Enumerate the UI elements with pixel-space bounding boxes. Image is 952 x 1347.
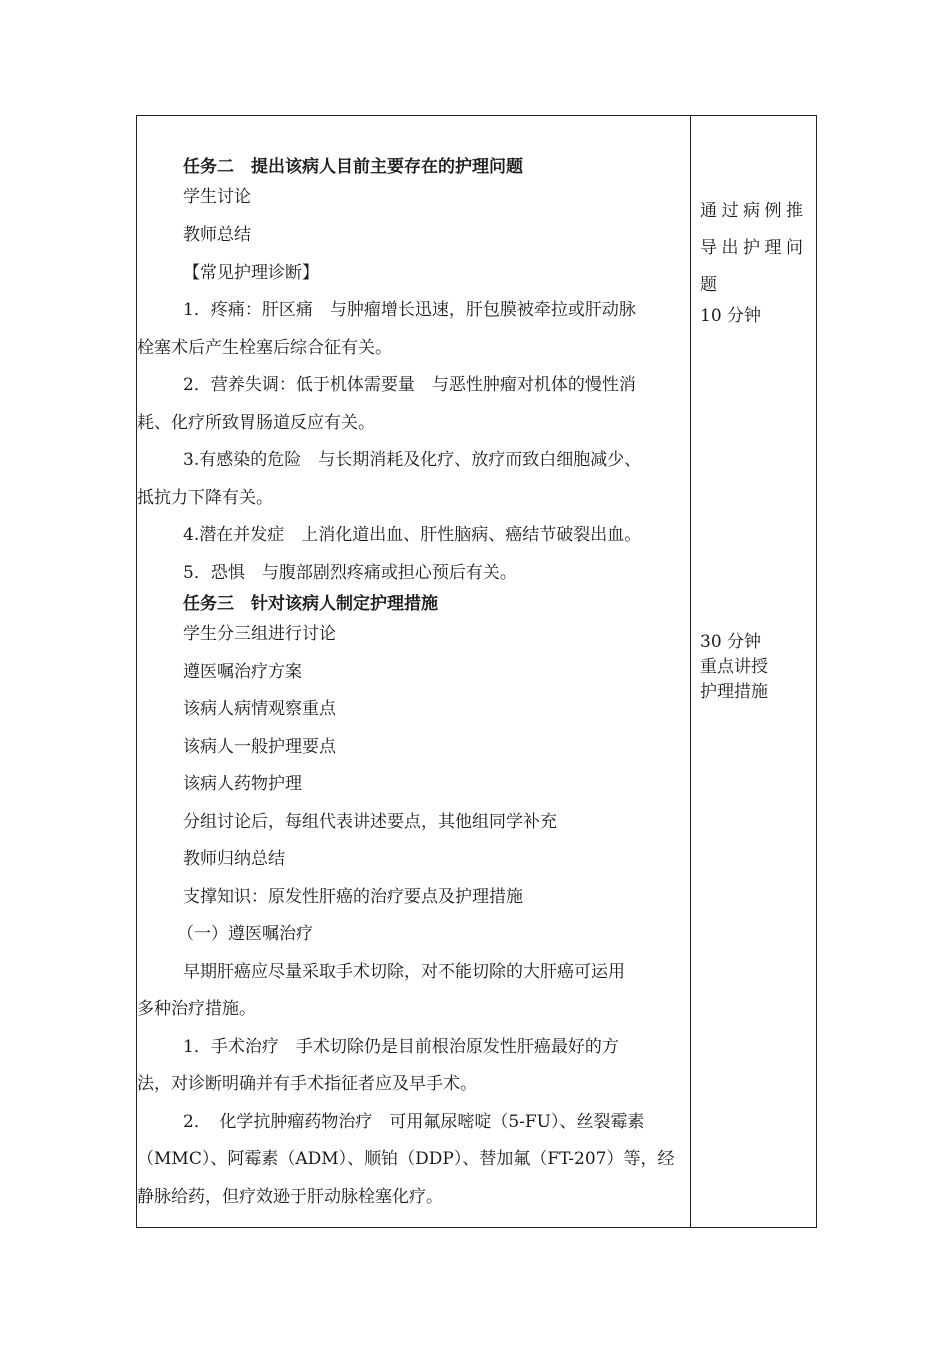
- task3-line: 该病人药物护理: [183, 774, 302, 794]
- diagnosis-item: 4.潜在并发症 上消化道出血、肝性脑病、癌结节破裂出血。: [183, 525, 642, 545]
- task2-title: 任务二 提出该病人目前主要存在的护理问题: [183, 157, 523, 177]
- note-line: 重点讲授: [700, 657, 768, 677]
- paragraph-line: （MMC）、阿霉素（ADM）、顺铂（DDP）、替加氟（FT-207）等，经: [137, 1149, 675, 1169]
- diagnosis-item: 2．营养失调：低于机体需要量 与恶性肿瘤对机体的慢性消: [183, 375, 636, 395]
- task3-line: 该病人病情观察重点: [183, 699, 336, 719]
- note-line: 题: [700, 275, 717, 295]
- note-line: 护理措施: [700, 682, 768, 702]
- paragraph-line: 静脉给药，但疗效逊于肝动脉栓塞化疗。: [137, 1187, 443, 1207]
- support-knowledge: 支撑知识：原发性肝癌的治疗要点及护理措施: [183, 887, 523, 907]
- note-line: 导出护理问: [700, 238, 808, 258]
- diagnosis-heading: 【常见护理诊断】: [183, 263, 319, 283]
- paragraph-line: 1．手术治疗 手术切除仍是目前根治原发性肝癌最好的方: [183, 1037, 619, 1057]
- paragraph-line: 多种治疗措施。: [137, 999, 256, 1019]
- section-heading: （一）遵医嘱治疗: [177, 924, 313, 944]
- task2-line: 学生讨论: [183, 187, 251, 207]
- note-time: 30 分钟: [700, 632, 762, 652]
- diagnosis-item-cont: 栓塞术后产生栓塞后综合征有关。: [137, 338, 392, 358]
- diagnosis-item: 5．恐惧 与腹部剧烈疼痛或担心预后有关。: [183, 563, 517, 583]
- task3-line: 教师归纳总结: [183, 849, 285, 869]
- paragraph-line: 2． 化学抗肿瘤药物治疗 可用氟尿嘧啶（5-FU）、丝裂霉素: [183, 1112, 645, 1132]
- task3-title: 任务三 针对该病人制定护理措施: [183, 594, 438, 614]
- lesson-plan-table: [136, 115, 817, 1228]
- task3-line: 学生分三组进行讨论: [183, 624, 336, 644]
- note-time: 10 分钟: [700, 306, 762, 326]
- task3-line: 分组讨论后，每组代表讲述要点，其他组同学补充: [183, 812, 557, 832]
- task3-line: 遵医嘱治疗方案: [183, 662, 302, 682]
- note-line: 通过病例推: [700, 201, 808, 221]
- diagnosis-item: 1．疼痛：肝区痛 与肿瘤增长迅速，肝包膜被牵拉或肝动脉: [183, 300, 636, 320]
- column-divider: [690, 116, 691, 1227]
- paragraph-line: 早期肝癌应尽量采取手术切除，对不能切除的大肝癌可运用: [183, 962, 625, 982]
- paragraph-line: 法，对诊断明确并有手术指征者应及早手术。: [137, 1074, 477, 1094]
- diagnosis-item-cont: 抵抗力下降有关。: [137, 488, 273, 508]
- task2-line: 教师总结: [183, 225, 251, 245]
- task3-line: 该病人一般护理要点: [183, 737, 336, 757]
- diagnosis-item-cont: 耗、化疗所致胃肠道反应有关。: [137, 413, 375, 433]
- diagnosis-item: 3.有感染的危险 与长期消耗及化疗、放疗而致白细胞减少、: [183, 450, 642, 470]
